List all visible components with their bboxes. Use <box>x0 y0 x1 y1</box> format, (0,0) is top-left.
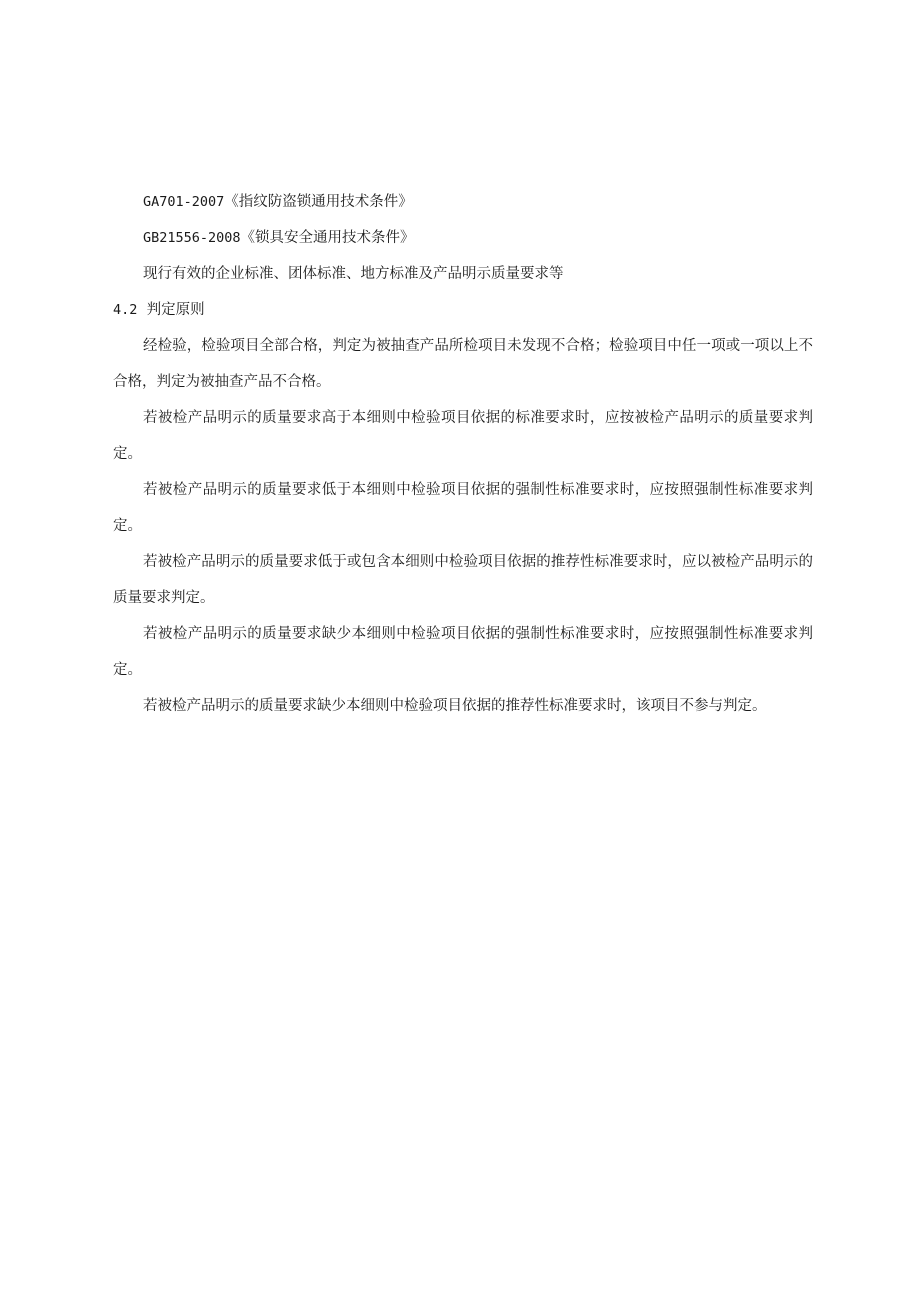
paragraph-lower-recommended: 若被检产品明示的质量要求低于或包含本细则中检验项目依据的推荐性标准要求时，应以被检产品明示的质量要求判定。 <box>113 554 813 606</box>
section-heading <box>113 292 813 328</box>
reference-code: GB21556-2008 <box>143 230 241 246</box>
reference-title: 《锁具安全通用技术条件》 <box>240 230 415 246</box>
reference-gb21556 <box>113 220 813 256</box>
paragraph-lower-mandatory: 若被检产品明示的质量要求低于本细则中检验项目依据的强制性标准要求时，应按照强制性标准要求判定。 <box>113 482 813 534</box>
paragraph-missing-mandatory: 若被检产品明示的质量要求缺少本细则中检验项目依据的强制性标准要求时，应按照强制性标准要求判定。 <box>113 626 813 678</box>
section-title: 判定原则 <box>146 302 205 318</box>
reference-ga701 <box>113 184 813 220</box>
reference-title: 现行有效的企业标准、团体标准、地方标准及产品明示质量要求等 <box>143 266 564 282</box>
paragraph-judgement-basic: 经检验，检验项目全部合格，判定为被抽查产品所检项目未发现不合格；检验项目中任一项或一项以上不合格，判定为被抽查产品不合格。 <box>113 338 813 390</box>
reference-title: 《指纹防盗锁通用技术条件》 <box>224 194 413 210</box>
paragraph-higher-requirement: 若被检产品明示的质量要求高于本细则中检验项目依据的标准要求时，应按被检产品明示的质量要求判定。 <box>113 410 813 462</box>
reference-other-standards <box>113 256 813 292</box>
document-body <box>113 184 813 724</box>
paragraph-missing-recommended: 若被检产品明示的质量要求缺少本细则中检验项目依据的推荐性标准要求时，该项目不参与判定。 <box>143 698 767 714</box>
section-number: 4.2 <box>113 302 138 318</box>
reference-code: GA701-2007 <box>143 194 225 210</box>
